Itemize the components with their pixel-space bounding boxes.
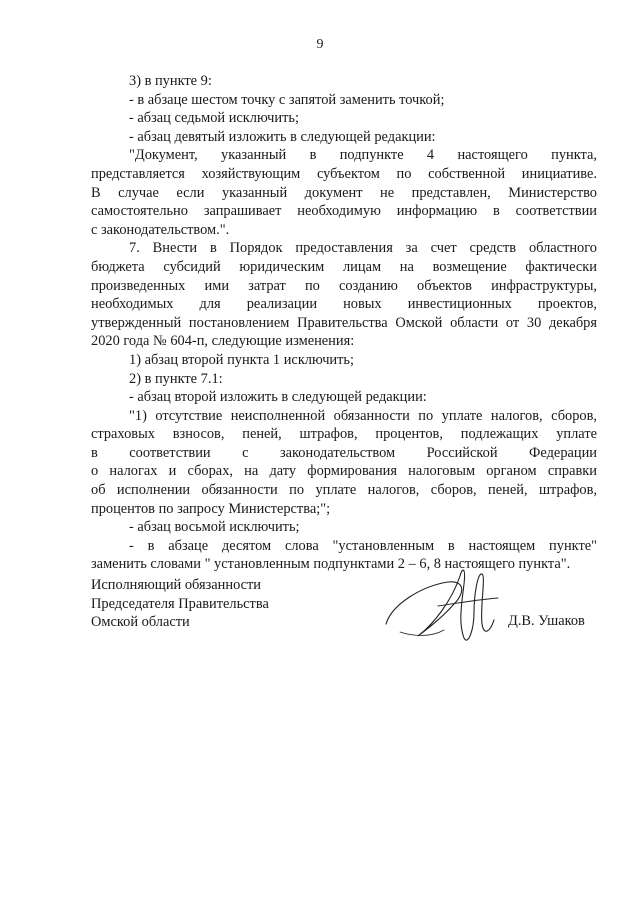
text-line: 2020 года № 604-п, следующие изменения:	[91, 333, 355, 350]
text-line: - абзац девятый изложить в следующей редакции:	[129, 128, 436, 145]
text-line: в соответствии с законодательством Российской Федерации	[91, 444, 597, 461]
text-line: 3) в пункте 9:	[129, 73, 212, 89]
text-line: страховых взносов, пеней, штрафов, процентов, подлежащих уплате	[91, 426, 597, 443]
text-line: об исполнении обязанности по уплате налогов, сборов, пеней, штрафов,	[91, 482, 597, 499]
handwritten-signature	[378, 560, 508, 652]
signature-title-line: Омской области	[91, 614, 190, 631]
text-line: необходимых для реализации новых инвестиционных проектов,	[91, 296, 597, 313]
text-line: "1) отсутствие неисполненной обязанности по уплате налогов, сборов,	[129, 407, 597, 424]
signature-title-line: Исполняющий обязанности	[91, 577, 262, 593]
text-line: бюджета субсидий юридическим лицам на возмещение фактически	[91, 258, 597, 275]
text-line: "Документ, указанный в подпункте 4 настоящего пункта,	[129, 147, 597, 164]
text-line: - в абзаце десятом слова "установленным в настоящем пункте"	[129, 537, 597, 554]
text-line: 7. Внести в Порядок предоставления за счет средств областного	[129, 240, 597, 257]
text-line: - абзац восьмой исключить;	[129, 519, 300, 536]
document-body	[91, 72, 597, 574]
signer-name: Д.В. Ушаков	[508, 613, 585, 629]
signature-title	[91, 576, 269, 632]
text-line: утвержденный постановлением Правительства Омской области от 30 декабря	[91, 314, 597, 331]
text-line: 2) в пункте 7.1:	[129, 370, 223, 387]
text-line: В случае если указанный документ не представлен, Министерство	[91, 184, 597, 201]
page-number: 9	[316, 37, 324, 52]
text-line: о налогах и сборах, на дату формирования налоговым органом справки	[91, 463, 597, 480]
text-line: - абзац второй изложить в следующей редакции:	[129, 389, 427, 406]
signature-title-line: Председателя Правительства	[91, 595, 269, 612]
text-line: - абзац седьмой исключить;	[129, 110, 299, 127]
text-line: представляется хозяйствующим субъектом по собственной инициативе.	[91, 165, 597, 182]
text-line: процентов по запросу Министерства;";	[91, 500, 331, 517]
text-line: 1) абзац второй пункта 1 исключить;	[129, 351, 354, 368]
text-line: произведенных ими затрат по созданию объектов инфраструктуры,	[91, 277, 597, 294]
text-line: заменить словами " установленным подпунктами 2 – 6, 8 настоящего пункта".	[91, 556, 571, 573]
text-line: - в абзаце шестом точку с запятой заменить точкой;	[129, 91, 445, 108]
text-line: с законодательством.".	[91, 221, 230, 238]
text-line: самостоятельно запрашивает необходимую информацию в соответствии	[91, 203, 597, 220]
